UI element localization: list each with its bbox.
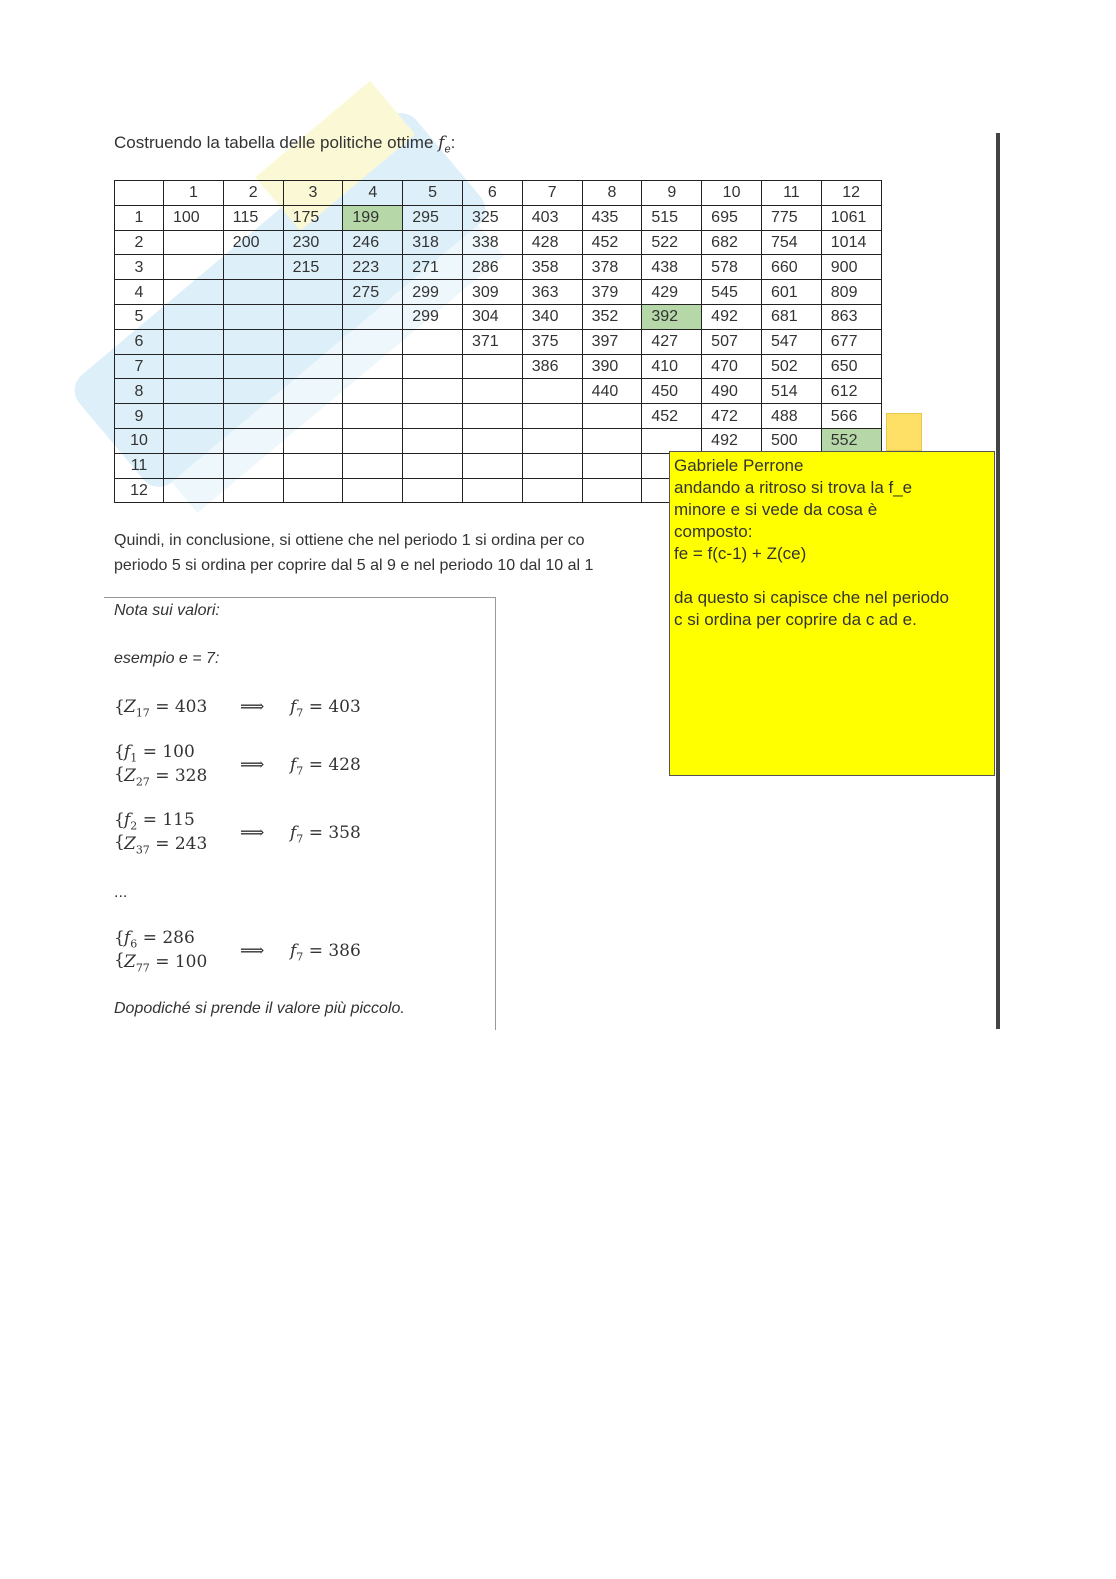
table-cell	[164, 304, 224, 329]
table-cell: 325	[462, 205, 522, 230]
table-cell	[223, 280, 283, 305]
row-header: 9	[115, 404, 164, 429]
section-heading	[114, 133, 455, 155]
row-header: 10	[115, 428, 164, 453]
comment-line-4: fe = f(c-1) + Z(ce)	[674, 544, 807, 563]
table-cell	[164, 354, 224, 379]
table-cell	[164, 478, 224, 503]
table-cell: 100	[164, 205, 224, 230]
table-cell: 271	[403, 255, 463, 280]
table-cell: 397	[582, 329, 642, 354]
table-cell	[223, 478, 283, 503]
table-cell: 1014	[821, 230, 881, 255]
table-row	[115, 354, 882, 379]
table-cell	[343, 478, 403, 503]
equation-4: { { $f_6 = 286$ $Z_{77} = 100$ ⟹ $f_7 = 386$	[114, 928, 361, 975]
table-cell	[462, 379, 522, 404]
table-cell	[283, 379, 343, 404]
table-cell: 809	[821, 280, 881, 305]
table-cell: 514	[761, 379, 821, 404]
table-cell	[403, 404, 463, 429]
table-cell	[283, 478, 343, 503]
table-cell: 863	[821, 304, 881, 329]
table-cell: 338	[462, 230, 522, 255]
table-cell: 450	[642, 379, 702, 404]
table-cell: 488	[761, 404, 821, 429]
table-cell	[403, 354, 463, 379]
table-row	[115, 255, 882, 280]
table-cell	[582, 428, 642, 453]
table-cell: 470	[702, 354, 762, 379]
table-cell	[403, 428, 463, 453]
column-header: 1	[164, 181, 224, 206]
table-cell	[164, 453, 224, 478]
comment-line-1: andando a ritroso si trova la f_e	[674, 478, 913, 497]
table-cell: 681	[761, 304, 821, 329]
table-row	[115, 280, 882, 305]
table-cell	[283, 329, 343, 354]
table-cell	[343, 379, 403, 404]
row-header: 7	[115, 354, 164, 379]
table-cell	[164, 379, 224, 404]
row-header: 6	[115, 329, 164, 354]
table-row	[115, 205, 882, 230]
table-cell: 230	[283, 230, 343, 255]
comment-line-3: composto:	[674, 522, 753, 541]
table-cell	[522, 379, 582, 404]
table-cell: 492	[702, 428, 762, 453]
table-cell	[223, 379, 283, 404]
table-row	[115, 404, 882, 429]
note-ellipsis: ...	[114, 884, 128, 901]
equation-2: { { $f_1 = 100$ $Z_{27} = 328$ ⟹ $f_7 = 428$	[114, 742, 361, 789]
conclusion-paragraph	[114, 528, 674, 578]
row-header: 4	[115, 280, 164, 305]
table-cell	[522, 404, 582, 429]
table-cell: 375	[522, 329, 582, 354]
table-cell	[223, 304, 283, 329]
table-cell: 299	[403, 280, 463, 305]
table-cell	[223, 404, 283, 429]
table-cell	[462, 453, 522, 478]
table-cell: 547	[761, 329, 821, 354]
note-title: Nota sui valori:	[114, 602, 220, 619]
table-cell	[223, 354, 283, 379]
table-row	[115, 304, 882, 329]
table-cell: 200	[223, 230, 283, 255]
table-cell	[343, 428, 403, 453]
table-cell	[164, 329, 224, 354]
table-cell	[164, 255, 224, 280]
table-row	[115, 230, 882, 255]
table-cell: 295	[403, 205, 463, 230]
table-cell	[283, 404, 343, 429]
table-cell	[522, 478, 582, 503]
table-cell: 500	[761, 428, 821, 453]
table-cell: 660	[761, 255, 821, 280]
table-cell	[223, 255, 283, 280]
conclusion-line-2: periodo 5 si ordina per coprire dal 5 al 9 e nel periodo 10 dal 10 al 1	[114, 557, 594, 574]
comment-marker[interactable]	[886, 413, 922, 451]
table-cell	[164, 428, 224, 453]
table-cell	[283, 280, 343, 305]
column-header: 10	[702, 181, 762, 206]
table-cell: 352	[582, 304, 642, 329]
table-cell: 452	[582, 230, 642, 255]
column-header: 11	[761, 181, 821, 206]
table-cell: 115	[223, 205, 283, 230]
table-cell: 552	[821, 428, 881, 453]
table-cell: 309	[462, 280, 522, 305]
note-box	[104, 597, 496, 1030]
heading-symbol: f	[438, 133, 445, 153]
table-cell: 515	[642, 205, 702, 230]
table-cell: 246	[343, 230, 403, 255]
table-cell	[223, 329, 283, 354]
table-cell: 429	[642, 280, 702, 305]
column-header: 12	[821, 181, 881, 206]
column-header: 6	[462, 181, 522, 206]
row-header: 2	[115, 230, 164, 255]
table-cell: 175	[283, 205, 343, 230]
table-cell: 379	[582, 280, 642, 305]
table-cell	[522, 428, 582, 453]
column-header: 8	[582, 181, 642, 206]
table-cell	[403, 453, 463, 478]
table-cell	[582, 453, 642, 478]
table-cell	[343, 453, 403, 478]
table-cell: 371	[462, 329, 522, 354]
table-header-row	[115, 181, 882, 206]
table-cell	[403, 379, 463, 404]
table-cell: 318	[403, 230, 463, 255]
note-footer: Dopodiché si prende il valore più piccolo.	[114, 1000, 405, 1017]
table-cell: 299	[403, 304, 463, 329]
table-cell	[462, 404, 522, 429]
table-cell: 390	[582, 354, 642, 379]
table-cell: 566	[821, 404, 881, 429]
table-cell: 578	[702, 255, 762, 280]
table-cell	[223, 453, 283, 478]
table-cell	[164, 280, 224, 305]
column-header: 7	[522, 181, 582, 206]
table-cell: 358	[522, 255, 582, 280]
table-cell: 223	[343, 255, 403, 280]
table-cell: 507	[702, 329, 762, 354]
table-cell	[522, 453, 582, 478]
row-header: 3	[115, 255, 164, 280]
table-cell	[343, 304, 403, 329]
row-header: 11	[115, 453, 164, 478]
table-cell	[343, 354, 403, 379]
table-cell	[642, 428, 702, 453]
page-edge-bar	[996, 133, 1000, 1029]
table-cell: 410	[642, 354, 702, 379]
table-cell: 695	[702, 205, 762, 230]
table-row	[115, 428, 882, 453]
table-cell: 435	[582, 205, 642, 230]
equation-3: { { $f_2 = 115$ $Z_{37} = 243$ ⟹ $f_7 = 358$	[114, 810, 361, 857]
table-cell: 363	[522, 280, 582, 305]
table-cell: 754	[761, 230, 821, 255]
heading-suffix: :	[450, 133, 456, 152]
row-header: 12	[115, 478, 164, 503]
column-header: 2	[223, 181, 283, 206]
table-cell: 215	[283, 255, 343, 280]
table-cell	[164, 404, 224, 429]
table-cell: 545	[702, 280, 762, 305]
table-cell: 440	[582, 379, 642, 404]
table-cell: 199	[343, 205, 403, 230]
table-cell	[582, 404, 642, 429]
column-header: 3	[283, 181, 343, 206]
table-cell: 286	[462, 255, 522, 280]
table-cell: 677	[821, 329, 881, 354]
table-cell: 492	[702, 304, 762, 329]
table-cell: 612	[821, 379, 881, 404]
table-cell	[462, 478, 522, 503]
conclusion-line-1: Quindi, in conclusione, si ottiene che nel periodo 1 si ordina per co	[114, 532, 585, 549]
table-cell	[283, 428, 343, 453]
table-corner-cell	[115, 181, 164, 206]
comment-author: Gabriele Perrone	[674, 456, 804, 475]
column-header: 9	[642, 181, 702, 206]
table-cell	[462, 354, 522, 379]
table-cell: 900	[821, 255, 881, 280]
table-cell	[164, 230, 224, 255]
table-row	[115, 379, 882, 404]
table-cell: 438	[642, 255, 702, 280]
table-cell: 502	[761, 354, 821, 379]
table-cell: 386	[522, 354, 582, 379]
table-cell	[283, 304, 343, 329]
table-cell: 452	[642, 404, 702, 429]
table-cell	[343, 329, 403, 354]
table-cell: 1061	[821, 205, 881, 230]
heading-text: Costruendo la tabella delle politiche ottime	[114, 133, 439, 152]
comment-popup[interactable]	[669, 451, 995, 776]
row-header: 8	[115, 379, 164, 404]
table-cell: 392	[642, 304, 702, 329]
table-cell: 275	[343, 280, 403, 305]
table-cell: 775	[761, 205, 821, 230]
column-header: 4	[343, 181, 403, 206]
comment-line-6: c si ordina per coprire da c ad e.	[674, 610, 917, 629]
table-cell	[462, 428, 522, 453]
table-row	[115, 329, 882, 354]
table-cell	[582, 478, 642, 503]
table-cell: 601	[761, 280, 821, 305]
table-cell: 650	[821, 354, 881, 379]
column-header: 5	[403, 181, 463, 206]
table-cell	[403, 329, 463, 354]
table-cell: 304	[462, 304, 522, 329]
table-cell: 427	[642, 329, 702, 354]
table-cell	[403, 478, 463, 503]
comment-line-2: minore e si vede da cosa è	[674, 500, 878, 519]
row-header: 5	[115, 304, 164, 329]
equation-1: { $Z_{17} = 403$ ⟹ $f_7 = 403$	[114, 697, 361, 720]
table-cell: 490	[702, 379, 762, 404]
table-cell	[343, 404, 403, 429]
table-cell: 682	[702, 230, 762, 255]
table-cell: 472	[702, 404, 762, 429]
table-cell: 522	[642, 230, 702, 255]
row-header: 1	[115, 205, 164, 230]
table-cell: 428	[522, 230, 582, 255]
comment-line-5: da questo si capisce che nel periodo	[674, 588, 950, 607]
table-cell	[223, 428, 283, 453]
table-cell: 403	[522, 205, 582, 230]
table-cell: 340	[522, 304, 582, 329]
heading-symbol-sub: e	[444, 143, 451, 156]
table-cell	[283, 453, 343, 478]
table-cell	[283, 354, 343, 379]
note-example: esempio e = 7:	[114, 650, 220, 667]
table-cell: 378	[582, 255, 642, 280]
